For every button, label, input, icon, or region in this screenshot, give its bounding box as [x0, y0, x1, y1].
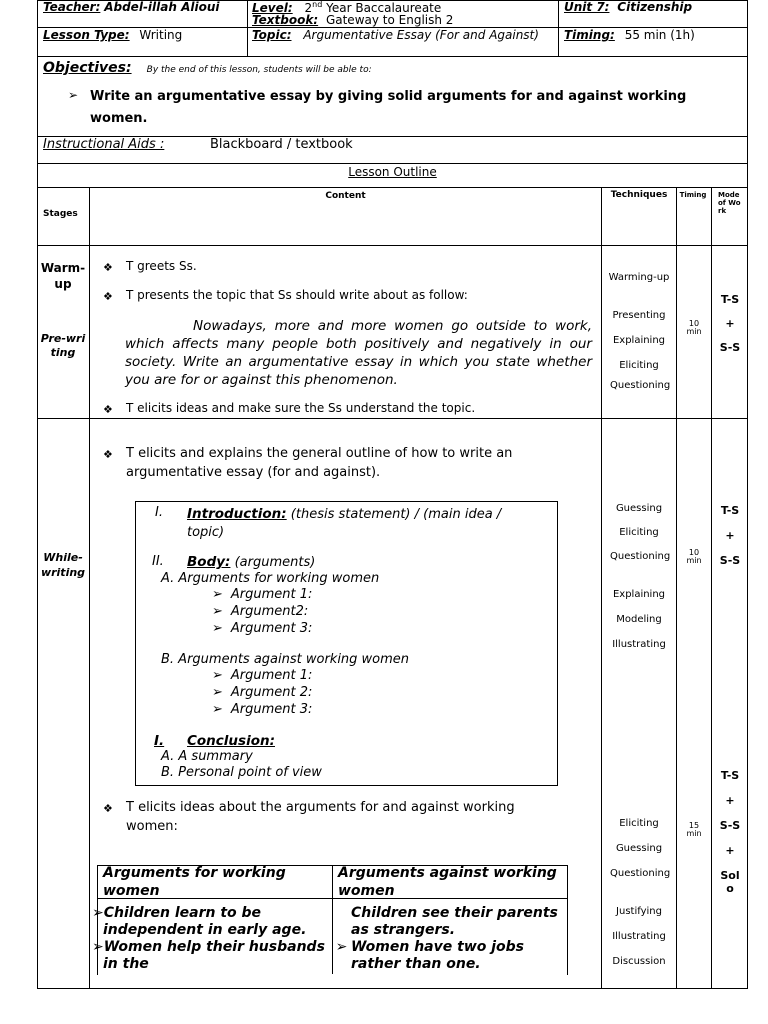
row2-bullet2: T elicits ideas about the arguments for and against working women: [126, 800, 515, 834]
arguments-against-header: Arguments against working women [338, 865, 557, 899]
argument-item: ➢ Argument 1: [212, 668, 313, 683]
argument-against-item: Children see their parents as strangers. [351, 905, 558, 938]
level-value: 2nd Year Baccalaureate [304, 0, 442, 15]
teacher-value: Abdel-illah Alioui [104, 0, 220, 14]
argument-item: ➢ Argument 2: [212, 685, 313, 700]
writing-prompt: Nowadays, more and more women go outside to work, which affects many people both positively and negatively in our society. Write an argumentative essay in which you state whether you are for or against this phenomenon. [125, 318, 592, 388]
col-stages: Stages [43, 209, 78, 219]
outline-title: Lesson Outline [348, 165, 437, 179]
row1-techniques [605, 272, 673, 391]
aids-label: Instructional Aids : [43, 137, 165, 152]
argument-item: ➢ Argument 1: [212, 587, 313, 602]
teacher-field [43, 0, 220, 14]
objectives-heading [43, 57, 372, 76]
row2-timing-b: 15 min [686, 821, 702, 838]
topic-field [252, 28, 552, 42]
technique: Eliciting [619, 818, 659, 829]
outline-b-label: B. Arguments against working women [161, 652, 410, 667]
lesson-type-field [43, 28, 182, 42]
diamond-bullet-icon: ❖ [103, 403, 113, 416]
outline-iii-num: I. [154, 733, 165, 749]
argument-for-item: ➢Children learn to be independent in early age. [92, 905, 307, 938]
technique: Questioning [610, 380, 671, 391]
row2-mode-b: T-S + S-S + Solo [719, 769, 741, 895]
level-label: Level: [252, 1, 293, 15]
technique: Explaining [612, 335, 666, 346]
timing-value: 55 min (1h) [624, 28, 695, 42]
technique: Warming-up [608, 272, 670, 283]
stage-pre-writing: Pre-writing [40, 332, 86, 359]
row2-timing-a: 10 min [686, 548, 702, 565]
timing-field [564, 28, 695, 42]
technique: Guessing [615, 503, 663, 514]
row1-mode: T-S + S-S [719, 293, 741, 354]
diamond-bullet-icon: ❖ [103, 261, 113, 274]
objectives-label: Objectives: [43, 60, 132, 76]
row1-bullet2: T presents the topic that Ss should write about as follow: [126, 288, 468, 302]
timing-label: Timing: [564, 28, 615, 42]
technique: Justifying [616, 906, 662, 917]
objective-item: Write an argumentative essay by giving solid arguments for and against working women. [90, 89, 687, 126]
row2-techniques-a [605, 503, 673, 650]
outline-ii-num: II. [152, 554, 164, 569]
topic-value: Argumentative Essay (For and Against) [303, 28, 539, 42]
diamond-bullet-icon: ❖ [103, 290, 113, 303]
argument-item: ➢ Argument 3: [212, 621, 313, 636]
technique: Eliciting [619, 527, 659, 538]
lesson-type-label: Lesson Type: [43, 28, 130, 42]
outline-conclusion: Conclusion: [187, 733, 275, 749]
technique: Explaining [612, 589, 666, 600]
col-content: Content [325, 191, 366, 201]
diamond-bullet-icon: ❖ [103, 448, 113, 461]
row2-techniques-b [605, 818, 673, 967]
technique: Illustrating [612, 931, 666, 942]
arguments-against-list [332, 905, 562, 973]
col-techniques: Techniques [610, 190, 668, 200]
technique: Questioning [610, 868, 671, 879]
diamond-bullet-icon: ❖ [103, 802, 113, 815]
textbook-label: Textbook: [252, 13, 319, 27]
objective-bullet: ➢ [68, 88, 79, 102]
outline-a-label: A. Arguments for working women [161, 571, 380, 586]
outline-introduction: Introduction: (thesis statement) / (main idea / topic) [187, 506, 502, 540]
objectives-intro: By the end of this lesson, students will be able to: [146, 65, 372, 75]
outline-a-items [212, 586, 312, 637]
outline-i-num: I. [155, 505, 163, 520]
outline-c-a: A. A summary [161, 749, 253, 764]
argument-item: ➢ Argument 3: [212, 702, 313, 717]
topic-label: Topic: [252, 28, 292, 42]
row1-bullet3: T elicits ideas and make sure the Ss understand the topic. [126, 401, 476, 415]
argument-for-item: ➢Women help their husbands in the [92, 939, 325, 972]
row1-timing: 10 min [686, 319, 702, 336]
technique: Illustrating [612, 639, 666, 650]
unit-value: Citizenship [617, 0, 693, 14]
outline-body: Body: (arguments) [187, 554, 316, 570]
technique: Modeling [616, 614, 662, 625]
row2-mode-a: T-S + S-S [719, 504, 741, 567]
unit-label: Unit 7: [564, 0, 610, 14]
row1-bullet1: T greets Ss. [126, 259, 197, 273]
lesson-type-value: Writing [139, 28, 183, 42]
aids-value: Blackboard / textbook [210, 137, 353, 152]
textbook-value: Gateway to English 2 [325, 13, 454, 27]
technique: Eliciting [619, 360, 659, 371]
stage-warm-up: Warm-up [40, 261, 86, 291]
outline-b-items [212, 667, 312, 718]
unit-field [564, 0, 692, 14]
argument-item: ➢ Argument2: [212, 604, 309, 619]
technique: Presenting [612, 310, 666, 321]
teacher-label: Teacher: [43, 0, 101, 14]
technique: Questioning [610, 551, 671, 562]
technique: Discussion [612, 956, 666, 967]
textbook-field [252, 13, 453, 27]
col-timing: Timing [679, 191, 707, 199]
col-mode: Mode of Work [718, 191, 741, 215]
stage-while-writing: While-writing [40, 551, 86, 579]
technique: Guessing [615, 843, 663, 854]
row2-bullet1: T elicits and explains the general outline of how to write an argumentative essay (for and against). [126, 446, 513, 480]
argument-against-item: ➢ Women have two jobs rather than one. [335, 939, 525, 972]
outline-c-b: B. Personal point of view [161, 765, 322, 780]
arguments-for-list [92, 905, 330, 973]
arguments-for-header: Arguments for working women [103, 865, 286, 899]
